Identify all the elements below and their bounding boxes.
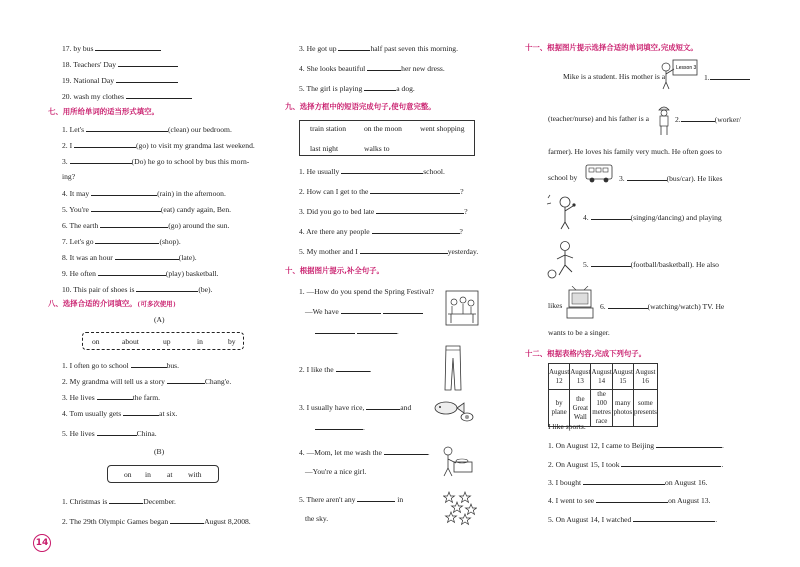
table-cell: August 12	[549, 364, 570, 390]
word-b-3: at	[167, 470, 173, 479]
blank-5: 5. (football/basketball). He also	[583, 260, 719, 269]
exercise-item: 5. On August 14, I watched .	[548, 515, 718, 524]
exercise-item: 9. He often (play) basketball.	[62, 269, 219, 278]
exercise-item: ing?	[62, 172, 76, 181]
board-text: Lesson 3	[676, 65, 697, 71]
exercise-item: 3. (Do) he go to school by bus this morn-	[62, 157, 250, 166]
phrase-2: on the moon	[364, 124, 402, 133]
exercise-item: 1. I often go to school bus.	[62, 361, 180, 370]
section-7-title: 七、用所给单词的适当形式填空。	[48, 107, 159, 116]
blank-4: 4. (singing/dancing) and playing	[583, 213, 722, 222]
wash-dishes-icon	[438, 444, 474, 478]
page-number: 14	[33, 534, 51, 552]
exercise-item: 10. This pair of shoes is (be).	[62, 285, 213, 294]
blank-1: 1.	[704, 72, 750, 83]
exercise-item: 2. My grandma will tell us a story Chang'e.	[62, 377, 232, 386]
section-8-title: 八、选择合适的介词填空。(可多次使用)	[48, 299, 177, 308]
passage-line-1: Mike is a student. His mother is a	[563, 72, 666, 81]
list-item: 18. Teachers' Day	[62, 59, 178, 70]
group-a-label: (A)	[154, 315, 165, 324]
word-a-1: on	[92, 337, 100, 346]
question-5-end: the sky.	[305, 514, 329, 523]
exercise-item: 3. I bought on August 16.	[548, 478, 708, 487]
exercise-item: 5. He lives China.	[62, 429, 157, 438]
exercise-item: 1. Christmas is December.	[62, 497, 176, 506]
blank-2: 2. (worker/	[675, 115, 741, 124]
table-cell: August 15	[612, 364, 633, 390]
exercise-item: 3. Did you go to bed late ?	[299, 207, 468, 216]
question-1-answer-2: .	[315, 326, 399, 337]
word-a-4: in	[197, 337, 203, 346]
passage-line-2: (teacher/nurse) and his father is a	[548, 114, 649, 123]
word-b-4: with	[188, 470, 202, 479]
word-a-2: about	[122, 337, 139, 346]
question-1: 1. —How do you spend the Spring Festival?	[299, 287, 434, 296]
section-10-title: 十、根据图片提示,补全句子。	[285, 266, 384, 275]
blank-6: 6. (watching/watch) TV. He	[600, 302, 725, 311]
passage-line-8: wants to be a singer.	[548, 328, 610, 337]
tv-icon	[566, 286, 596, 320]
exercise-item: 2. On August 15, I took .	[548, 460, 724, 469]
word-a-3: up	[163, 337, 171, 346]
section-11-title: 十一、根据图片提示选择合适的单词填空,完成短文。	[525, 43, 698, 52]
phrase-5: walks to	[364, 144, 390, 153]
passage-line-7: likes	[548, 301, 563, 310]
table-cell: by plane	[549, 390, 570, 427]
exercise-item: 2. The 29th Olympic Games began August 8,2008.	[62, 517, 251, 526]
table-row	[549, 390, 658, 427]
exercise-item: 2. I (go) to visit my grandma last weekend.	[62, 141, 255, 150]
table-cell: the 100 metres race	[592, 390, 611, 425]
table-cell: many photos	[612, 390, 633, 427]
table-cell: August 14	[591, 364, 612, 390]
exercise-item: 7. Let's go (shop).	[62, 237, 181, 246]
list-item: 19. National Day	[62, 75, 178, 86]
exercise-item: 4. It may (rain) in the afternoon.	[62, 189, 226, 198]
table-cell: August 13	[570, 364, 591, 390]
football-boy-icon	[545, 240, 581, 280]
exercise-item: 1. Let's (clean) our bedroom.	[62, 125, 232, 134]
worker-icon	[656, 104, 672, 136]
exercise-item: 2. How can I get to the ?	[299, 187, 464, 196]
blank-3: 3. (bus/car). He likes	[619, 174, 723, 183]
section-9-title: 九、选择方框中的短语完成句子,使句意完整。	[285, 102, 436, 111]
exercise-item: 1. On August 12, I came to Beijing .	[548, 441, 724, 450]
trousers-icon	[443, 344, 463, 392]
table-cell: some presents	[633, 390, 657, 427]
exercise-item: 3. He lives the farm.	[62, 393, 161, 402]
word-b-2: in	[145, 470, 151, 479]
exercise-item: 4. She looks beautiful her new dress.	[299, 64, 445, 73]
table-row	[549, 364, 658, 390]
bus-icon	[584, 162, 614, 184]
question-1-answer: —We have	[305, 306, 423, 317]
stars-icon	[443, 490, 477, 526]
question-4-reply: —You're a nice girl.	[305, 467, 367, 476]
fish-egg-icon	[432, 398, 476, 424]
question-2: 2. I like the .	[299, 365, 372, 374]
phrase-3: went shopping	[420, 124, 465, 133]
exercise-item: 5. My mother and I yesterday.	[299, 247, 479, 256]
section-12-title: 十二、根据表格内容,完成下列句子。	[525, 349, 647, 358]
family-dinner-icon	[445, 290, 479, 326]
exercise-item: 3. He got up half past seven this morning.	[299, 44, 458, 53]
exercise-item: 4. Are there any people ?	[299, 227, 463, 236]
passage-line-3: farmer). He loves his family very much. He often goes to	[548, 147, 722, 156]
question-3: 3. I usually have rice, and	[299, 403, 412, 412]
phrase-1: train station	[310, 124, 347, 133]
question-3-answer: .	[315, 422, 365, 433]
table-cell: August 16	[633, 364, 657, 390]
list-item: 17. by bus	[62, 43, 161, 54]
exercise-item: 5. The girl is playing a dog.	[299, 84, 415, 93]
phrase-4: last night	[310, 144, 339, 153]
exercise-item: 6. The earth (go) around the sun.	[62, 221, 230, 230]
exercise-item: 8. It was an hour (late).	[62, 253, 197, 262]
exercise-item: 1. He usually school.	[299, 167, 445, 176]
exercise-item: 5. You're (eat) candy again, Ben.	[62, 205, 232, 214]
schedule-table	[548, 363, 658, 427]
table-cell: the Great Wall	[570, 390, 591, 427]
question-4: 4. —Mom, let me wash the .	[299, 448, 430, 457]
teacher-icon	[659, 58, 699, 90]
exercise-item: 4. Tom usually gets at six.	[62, 409, 178, 418]
word-a-5: by	[228, 337, 236, 346]
question-5: 5. There aren't any in	[299, 495, 404, 504]
singing-boy-icon	[545, 192, 581, 230]
group-b-label: (B)	[154, 447, 165, 456]
list-item: 20. wash my clothes	[62, 91, 192, 102]
passage-line-4: school by	[548, 173, 578, 182]
word-b-1: on	[124, 470, 132, 479]
intro-line: I like sports.	[548, 422, 586, 431]
exercise-item: 4. I went to see on August 13.	[548, 496, 711, 505]
